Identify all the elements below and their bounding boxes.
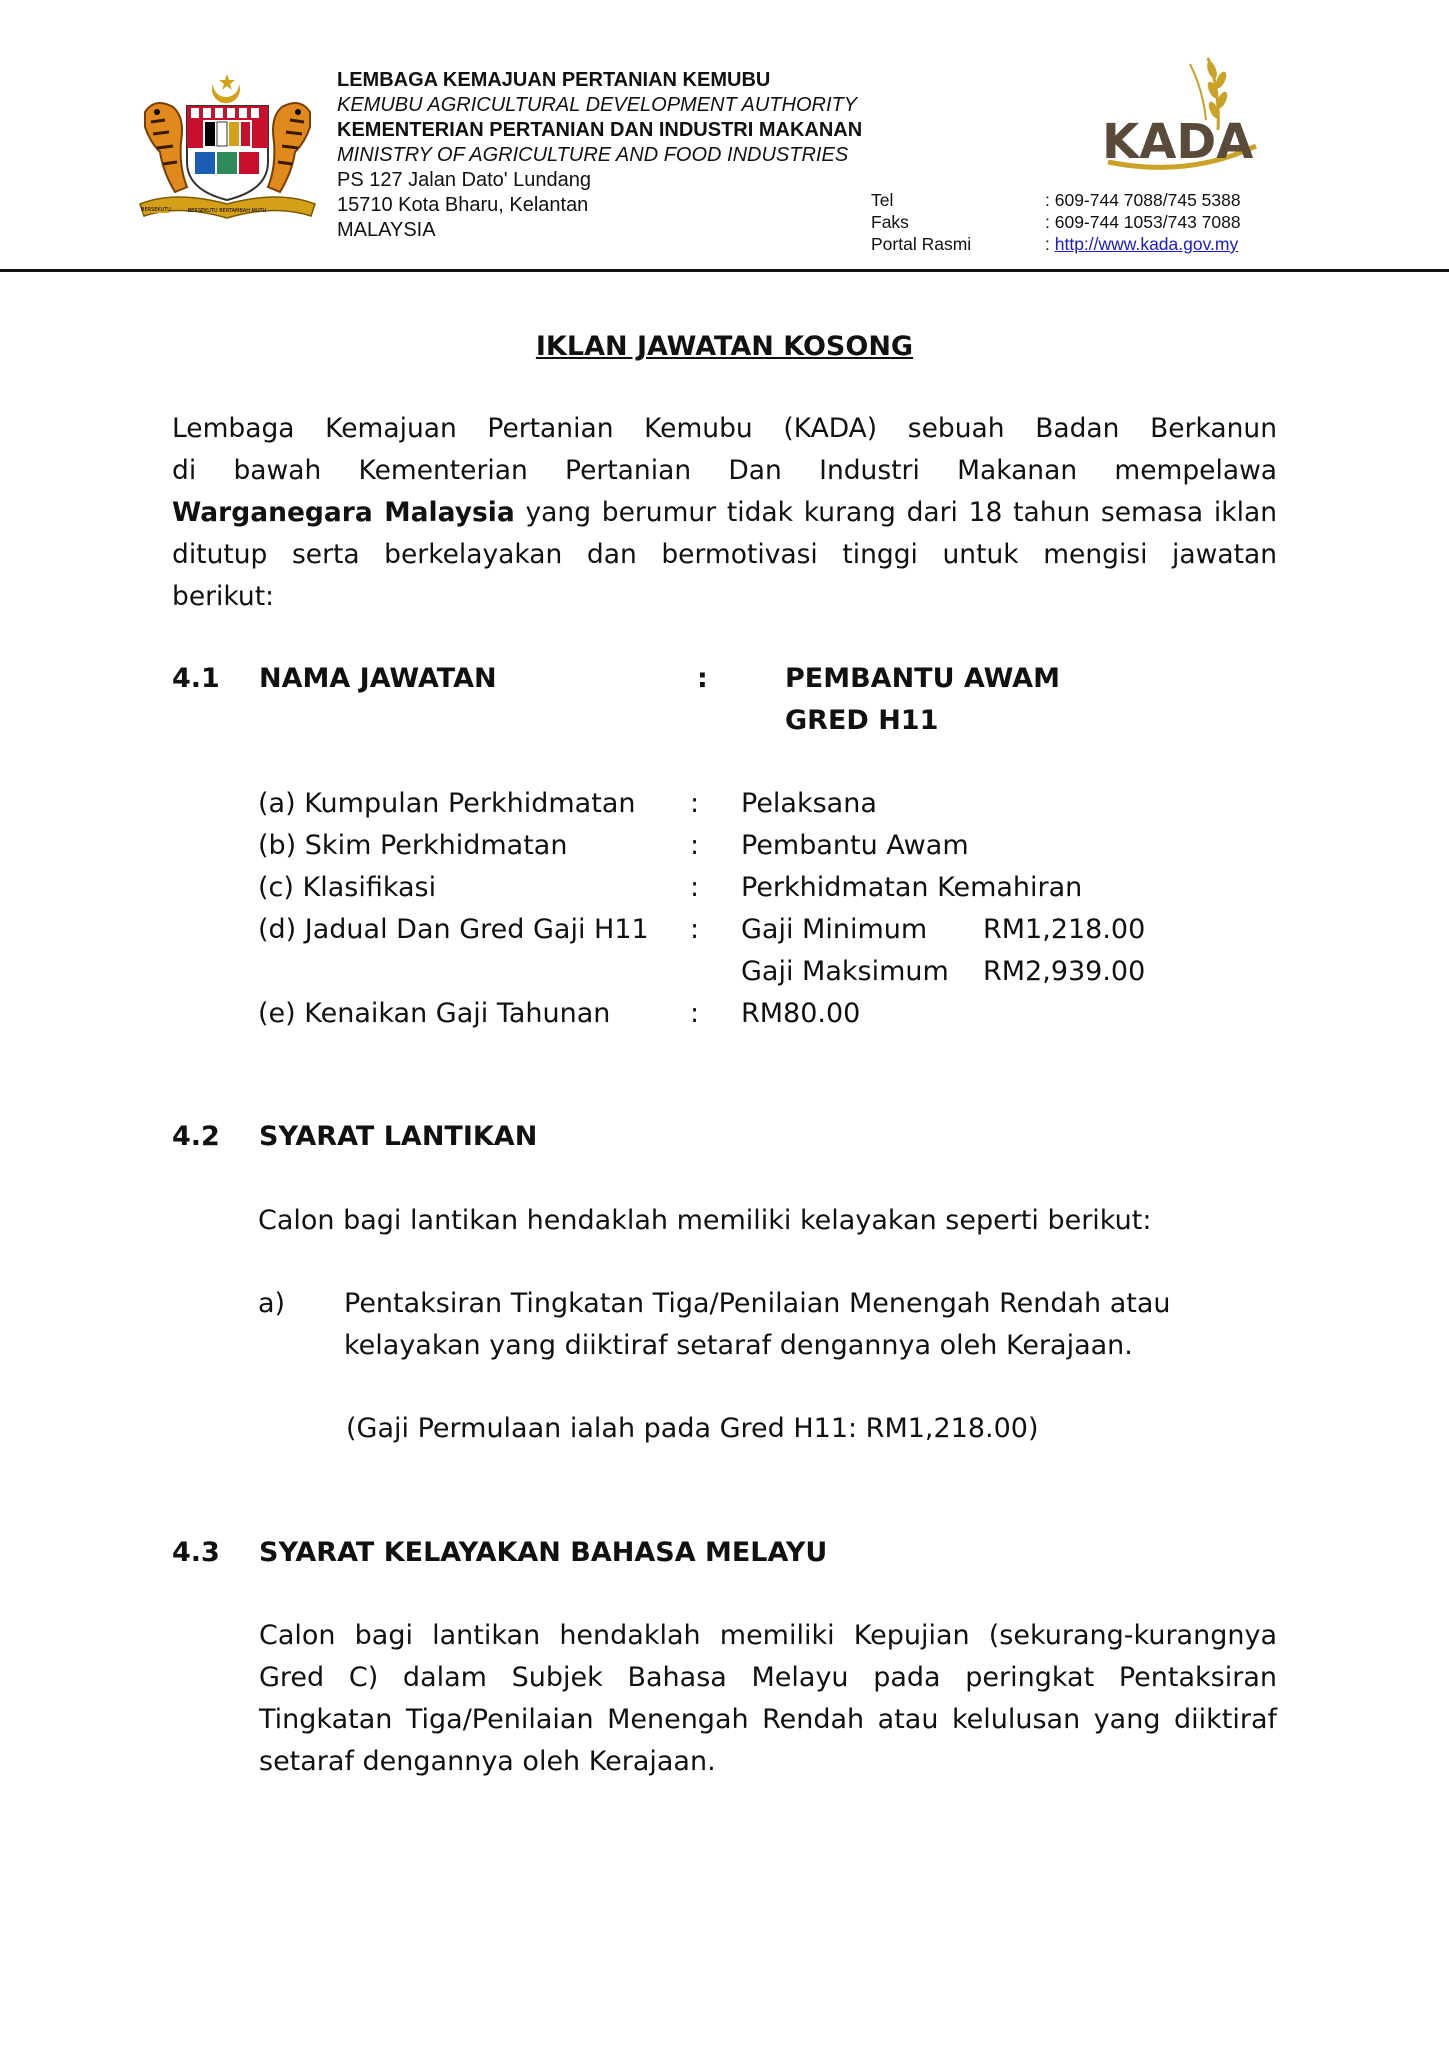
coat-of-arms [135, 72, 320, 222]
intro-paragraph [172, 408, 1277, 618]
portal-prefix: : [1045, 234, 1055, 254]
item-d-amount: RM1,218.00 [983, 914, 1146, 945]
item-a-value: Pelaksana [741, 788, 877, 819]
position-name: PEMBANTU AWAM [785, 663, 1060, 694]
intro-line-2: di bawah Kementerian Pertanian Dan Industri Makanan mempelawa [172, 455, 1277, 486]
tel-label: Tel [871, 190, 894, 210]
section-4-1-heading: NAMA JAWATAN [259, 663, 497, 694]
header-divider [0, 269, 1449, 272]
item-d-colon: : [690, 914, 700, 945]
section-4-2-item-marker: a) [258, 1288, 286, 1319]
fax-value: : 609-744 1053/743 7088 [1045, 212, 1241, 232]
section-4-2-item-line-1: Pentaksiran Tingkatan Tiga/Penilaian Menengah Rendah atau [344, 1288, 1171, 1319]
section-4-3-line-4: setaraf dengannya oleh Kerajaan. [259, 1746, 716, 1777]
section-4-3-line-1: Calon bagi lantikan hendaklah memiliki Kepujian (sekurang-kurangnya [259, 1620, 1277, 1651]
portal-link[interactable]: http://www.kada.gov.my [1054, 234, 1239, 254]
tel-value: : 609-744 7088/745 5388 [1045, 190, 1241, 210]
section-4-2-item-line-2: kelayakan yang diiktiraf setaraf dengannya oleh Kerajaan. [344, 1330, 1133, 1361]
section-4-2-number: 4.2 [172, 1121, 220, 1152]
item-b-label: (b) Skim Perkhidmatan [258, 830, 568, 861]
ministry-en: MINISTRY OF AGRICULTURE AND FOOD INDUSTRIES [337, 144, 849, 166]
item-c-label: (c) Klasifikasi [258, 872, 437, 903]
item-e-label: (e) Kenaikan Gaji Tahunan [258, 998, 611, 1029]
section-4-3-line-2: Gred C) dalam Subjek Bahasa Melayu pada peringkat Pentaksiran [259, 1662, 1277, 1693]
item-d2-value: Gaji Maksimum [741, 956, 949, 987]
section-4-2-lead: Calon bagi lantikan hendaklah memiliki kelayakan seperti berikut: [258, 1205, 1152, 1236]
scroll-middle-text: BERSEKUTU BERTAMBAH MUTU [187, 208, 267, 214]
ministry-ms: KEMENTERIAN PERTANIAN DAN INDUSTRI MAKANAN [337, 119, 863, 141]
item-a-colon: : [690, 788, 700, 819]
section-4-3-heading: SYARAT KELAYAKAN BAHASA MELAYU [259, 1537, 828, 1568]
kada-paddy-logo-icon [1088, 50, 1268, 180]
intro-bold: Warganegara Malaysia [172, 497, 515, 528]
intro-line-1: Lembaga Kemajuan Pertanian Kemubu (KADA) sebuah Badan Berkanun [172, 413, 1277, 444]
kada-logo-text: KADA [1102, 114, 1254, 170]
portal-label: Portal Rasmi [871, 234, 972, 254]
item-d-label: (d) Jadual Dan Gred Gaji H11 [258, 914, 649, 945]
org-name-en: KEMUBU AGRICULTURAL DEVELOPMENT AUTHORITY [337, 94, 858, 116]
portal-value [1045, 233, 1238, 255]
address-line-1: PS 127 Jalan Dato' Lundang [337, 169, 592, 191]
kada-logo [1088, 50, 1268, 180]
malaysia-coat-of-arms-icon [135, 72, 320, 222]
item-b-colon: : [690, 830, 700, 861]
item-b-value: Pembantu Awam [741, 830, 969, 861]
intro-line-5: berikut: [172, 581, 275, 612]
section-4-3-paragraph [259, 1615, 1277, 1783]
item-e-value: RM80.00 [741, 998, 861, 1029]
section-4-1-number: 4.1 [172, 663, 220, 694]
item-c-colon: : [690, 872, 700, 903]
section-4-1-colon: : [697, 663, 708, 694]
starting-salary-note: (Gaji Permulaan ialah pada Gred H11: RM1,218.00) [346, 1413, 1039, 1444]
item-d-value: Gaji Minimum [741, 914, 928, 945]
scroll-left-text: BERSEKUTU [141, 207, 171, 213]
org-name-ms: LEMBAGA KEMAJUAN PERTANIAN KEMUBU [337, 69, 771, 91]
intro-line-3 [172, 492, 1277, 534]
section-4-3-line-3: Tingkatan Tiga/Penilaian Menengah Rendah atau kelulusan yang diiktiraf [259, 1704, 1277, 1735]
org-header-block [337, 68, 862, 243]
position-grade: GRED H11 [785, 705, 939, 736]
address-line-3: MALAYSIA [337, 219, 436, 241]
item-a-label: (a) Kumpulan Perkhidmatan [258, 788, 636, 819]
address-line-2: 15710 Kota Bharu, Kelantan [337, 194, 589, 216]
section-4-2-heading: SYARAT LANTIKAN [259, 1121, 538, 1152]
intro-line-4: ditutup serta berkelayakan dan bermotivasi tinggi untuk mengisi jawatan [172, 539, 1277, 570]
page-title: IKLAN JAWATAN KOSONG [535, 331, 914, 362]
fax-label: Faks [871, 212, 909, 232]
item-c-value: Perkhidmatan Kemahiran [741, 872, 1083, 903]
item-e-colon: : [690, 998, 700, 1029]
item-d2-amount: RM2,939.00 [983, 956, 1146, 987]
section-4-3-number: 4.3 [172, 1537, 220, 1568]
intro-line-3-rest: yang berumur tidak kurang dari 18 tahun semasa iklan [514, 497, 1278, 528]
